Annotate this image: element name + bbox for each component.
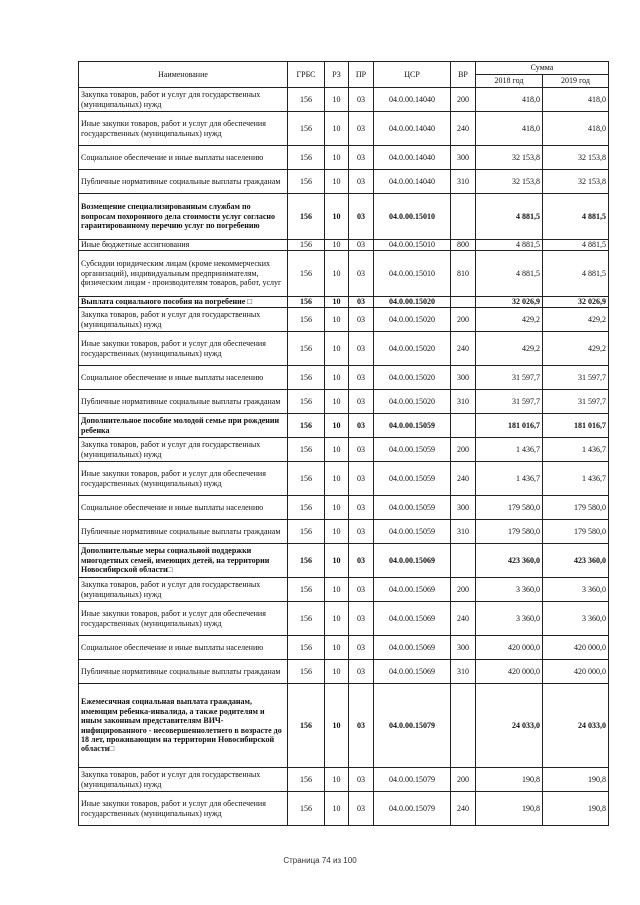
header-name: Наименование — [79, 62, 288, 88]
row-pr-cell: 03 — [349, 390, 374, 414]
row-csr-cell: 04.0.00.15010 — [374, 240, 451, 251]
row-csr-cell: 04.0.00.15069 — [374, 544, 451, 578]
table-row — [79, 194, 609, 240]
row-csr-cell: 04.0.00.14040 — [374, 170, 451, 194]
row-pr-cell: 03 — [349, 438, 374, 462]
row-sum-2019-cell: 418,0 — [543, 88, 609, 112]
row-sum-2018-cell: 179 580,0 — [476, 520, 543, 544]
table-row — [79, 112, 609, 146]
row-csr-cell: 04.0.00.15020 — [374, 332, 451, 366]
row-vr-cell — [451, 684, 476, 768]
row-pr-cell: 03 — [349, 112, 374, 146]
row-csr-cell: 04.0.00.15069 — [374, 578, 451, 602]
row-csr-cell: 04.0.00.15069 — [374, 602, 451, 636]
row-csr-cell: 04.0.00.15020 — [374, 297, 451, 308]
table-row — [79, 366, 609, 390]
header-year-2018: 2018 год — [476, 75, 543, 88]
row-sum-2019-cell: 420 000,0 — [543, 636, 609, 660]
row-pr-cell: 03 — [349, 170, 374, 194]
row-csr-cell: 04.0.00.15069 — [374, 660, 451, 684]
row-rz-cell: 10 — [325, 194, 349, 240]
row-pr-cell: 03 — [349, 792, 374, 826]
table-row — [79, 462, 609, 496]
row-sum-2019-cell: 31 597,7 — [543, 366, 609, 390]
row-pr-cell: 03 — [349, 660, 374, 684]
row-sum-2019-cell: 1 436,7 — [543, 438, 609, 462]
table-header — [79, 62, 609, 88]
row-csr-cell: 04.0.00.15010 — [374, 251, 451, 297]
table-row — [79, 438, 609, 462]
row-vr-cell: 310 — [451, 660, 476, 684]
row-sum-2018-cell: 4 881,5 — [476, 251, 543, 297]
table-row — [79, 496, 609, 520]
row-rz-cell: 10 — [325, 602, 349, 636]
row-grbs-cell: 156 — [288, 366, 325, 390]
row-sum-2019-cell: 32 153,8 — [543, 170, 609, 194]
table-row — [79, 520, 609, 544]
row-sum-2018-cell: 31 597,7 — [476, 366, 543, 390]
row-sum-2018-cell: 3 360,0 — [476, 602, 543, 636]
row-pr-cell: 03 — [349, 462, 374, 496]
row-name-cell: Ежемесячная социальная выплата гражданам, имеющим ребенка-инвалида, а также родителям и иным законным представителям ВИЧ-инфицированного - несовершеннолетнего в возрасте до 18 лет, проживающим на территории Новосибирской области□ — [79, 684, 288, 768]
row-name-cell: Иные закупки товаров, работ и услуг для обеспечения государственных (муниципальных) нужд — [79, 602, 288, 636]
row-csr-cell: 04.0.00.14040 — [374, 112, 451, 146]
row-grbs-cell: 156 — [288, 544, 325, 578]
row-sum-2019-cell: 3 360,0 — [543, 602, 609, 636]
row-rz-cell: 10 — [325, 251, 349, 297]
table-row — [79, 636, 609, 660]
row-csr-cell: 04.0.00.15059 — [374, 438, 451, 462]
row-vr-cell: 300 — [451, 636, 476, 660]
row-name-cell: Закупка товаров, работ и услуг для государственных (муниципальных) нужд — [79, 438, 288, 462]
row-csr-cell: 04.0.00.15059 — [374, 462, 451, 496]
row-rz-cell: 10 — [325, 240, 349, 251]
row-rz-cell: 10 — [325, 366, 349, 390]
table-row — [79, 684, 609, 768]
row-sum-2019-cell: 423 360,0 — [543, 544, 609, 578]
row-rz-cell: 10 — [325, 88, 349, 112]
row-pr-cell: 03 — [349, 602, 374, 636]
row-vr-cell: 800 — [451, 240, 476, 251]
row-pr-cell: 03 — [349, 240, 374, 251]
table-row — [79, 251, 609, 297]
row-name-cell: Возмещение специализированным службам по вопросам похоронного дела стоимости услуг согласно гарантированному перечню услуг по погребению — [79, 194, 288, 240]
row-pr-cell: 03 — [349, 332, 374, 366]
row-sum-2019-cell: 31 597,7 — [543, 390, 609, 414]
row-name-cell: Закупка товаров, работ и услуг для государственных (муниципальных) нужд — [79, 768, 288, 792]
row-grbs-cell: 156 — [288, 438, 325, 462]
row-grbs-cell: 156 — [288, 414, 325, 438]
row-rz-cell: 10 — [325, 146, 349, 170]
table-body — [79, 88, 609, 826]
table-row — [79, 768, 609, 792]
row-pr-cell: 03 — [349, 636, 374, 660]
row-name-cell: Публичные нормативные социальные выплаты гражданам — [79, 390, 288, 414]
row-rz-cell: 10 — [325, 170, 349, 194]
row-vr-cell: 310 — [451, 170, 476, 194]
row-rz-cell: 10 — [325, 496, 349, 520]
row-sum-2018-cell: 1 436,7 — [476, 438, 543, 462]
table-row — [79, 578, 609, 602]
table-row — [79, 170, 609, 194]
row-sum-2018-cell: 420 000,0 — [476, 636, 543, 660]
row-name-cell: Закупка товаров, работ и услуг для государственных (муниципальных) нужд — [79, 578, 288, 602]
row-sum-2019-cell: 190,8 — [543, 768, 609, 792]
page-number: Страница 74 из 100 — [283, 856, 357, 865]
row-rz-cell: 10 — [325, 462, 349, 496]
table-row — [79, 792, 609, 826]
budget-table — [78, 61, 609, 826]
row-name-cell: Публичные нормативные социальные выплаты гражданам — [79, 660, 288, 684]
row-sum-2018-cell: 429,2 — [476, 308, 543, 332]
header-csr: ЦСР — [374, 62, 451, 88]
row-vr-cell: 240 — [451, 792, 476, 826]
row-rz-cell: 10 — [325, 438, 349, 462]
row-rz-cell: 10 — [325, 684, 349, 768]
row-sum-2019-cell: 24 033,0 — [543, 684, 609, 768]
row-name-cell: Иные закупки товаров, работ и услуг для обеспечения государственных (муниципальных) нужд — [79, 462, 288, 496]
row-csr-cell: 04.0.00.15059 — [374, 520, 451, 544]
row-sum-2018-cell: 429,2 — [476, 332, 543, 366]
row-sum-2019-cell: 179 580,0 — [543, 496, 609, 520]
row-vr-cell: 310 — [451, 520, 476, 544]
row-grbs-cell: 156 — [288, 332, 325, 366]
row-name-cell: Иные закупки товаров, работ и услуг для обеспечения государственных (муниципальных) нужд — [79, 792, 288, 826]
row-grbs-cell: 156 — [288, 240, 325, 251]
row-rz-cell: 10 — [325, 636, 349, 660]
row-pr-cell: 03 — [349, 308, 374, 332]
row-pr-cell: 03 — [349, 146, 374, 170]
row-rz-cell: 10 — [325, 768, 349, 792]
row-sum-2019-cell: 429,2 — [543, 332, 609, 366]
header-sum: Сумма — [476, 62, 609, 75]
row-name-cell: Субсидии юридическим лицам (кроме некоммерческих организаций), индивидуальным предпринимателям, физическим лицам - производителям товаров, работ, услуг — [79, 251, 288, 297]
table-row — [79, 88, 609, 112]
row-vr-cell: 200 — [451, 578, 476, 602]
row-vr-cell — [451, 297, 476, 308]
row-vr-cell: 240 — [451, 462, 476, 496]
table-row — [79, 240, 609, 251]
row-vr-cell: 200 — [451, 88, 476, 112]
row-vr-cell: 240 — [451, 602, 476, 636]
row-sum-2019-cell: 1 436,7 — [543, 462, 609, 496]
row-rz-cell: 10 — [325, 414, 349, 438]
row-name-cell: Социальное обеспечение и иные выплаты населению — [79, 496, 288, 520]
row-grbs-cell: 156 — [288, 660, 325, 684]
table-row — [79, 332, 609, 366]
row-name-cell: Социальное обеспечение и иные выплаты населению — [79, 366, 288, 390]
row-grbs-cell: 156 — [288, 251, 325, 297]
row-sum-2018-cell: 4 881,5 — [476, 240, 543, 251]
row-grbs-cell: 156 — [288, 112, 325, 146]
row-grbs-cell: 156 — [288, 636, 325, 660]
row-sum-2019-cell: 418,0 — [543, 112, 609, 146]
row-csr-cell: 04.0.00.15020 — [374, 366, 451, 390]
row-vr-cell — [451, 194, 476, 240]
header-vr: ВР — [451, 62, 476, 88]
row-name-cell: Публичные нормативные социальные выплаты гражданам — [79, 520, 288, 544]
row-sum-2018-cell: 418,0 — [476, 88, 543, 112]
row-grbs-cell: 156 — [288, 390, 325, 414]
row-grbs-cell: 156 — [288, 578, 325, 602]
row-grbs-cell: 156 — [288, 194, 325, 240]
row-vr-cell: 810 — [451, 251, 476, 297]
row-rz-cell: 10 — [325, 112, 349, 146]
row-grbs-cell: 156 — [288, 462, 325, 496]
row-sum-2018-cell: 32 153,8 — [476, 170, 543, 194]
row-vr-cell — [451, 414, 476, 438]
row-name-cell: Социальное обеспечение и иные выплаты населению — [79, 146, 288, 170]
table-row — [79, 146, 609, 170]
row-pr-cell: 03 — [349, 194, 374, 240]
row-pr-cell: 03 — [349, 297, 374, 308]
row-rz-cell: 10 — [325, 520, 349, 544]
row-csr-cell: 04.0.00.15020 — [374, 308, 451, 332]
row-sum-2019-cell: 32 153,8 — [543, 146, 609, 170]
row-grbs-cell: 156 — [288, 88, 325, 112]
row-rz-cell: 10 — [325, 660, 349, 684]
table-row — [79, 297, 609, 308]
row-name-cell: Дополнительное пособие молодой семье при рождении ребенка — [79, 414, 288, 438]
row-vr-cell: 300 — [451, 496, 476, 520]
table-row — [79, 308, 609, 332]
row-csr-cell: 04.0.00.14040 — [374, 146, 451, 170]
row-csr-cell: 04.0.00.15079 — [374, 792, 451, 826]
table-row — [79, 602, 609, 636]
row-sum-2018-cell: 420 000,0 — [476, 660, 543, 684]
row-grbs-cell: 156 — [288, 602, 325, 636]
row-grbs-cell: 156 — [288, 684, 325, 768]
row-csr-cell: 04.0.00.15059 — [374, 414, 451, 438]
header-rz: РЗ — [325, 62, 349, 88]
row-sum-2019-cell: 190,8 — [543, 792, 609, 826]
row-pr-cell: 03 — [349, 768, 374, 792]
row-vr-cell: 310 — [451, 390, 476, 414]
row-pr-cell: 03 — [349, 496, 374, 520]
row-csr-cell: 04.0.00.15079 — [374, 768, 451, 792]
row-pr-cell: 03 — [349, 684, 374, 768]
header-year-2019: 2019 год — [543, 75, 609, 88]
row-sum-2019-cell: 420 000,0 — [543, 660, 609, 684]
header-grbs: ГРБС — [288, 62, 325, 88]
row-vr-cell: 200 — [451, 768, 476, 792]
table-row — [79, 660, 609, 684]
row-sum-2018-cell: 32 026,9 — [476, 297, 543, 308]
row-rz-cell: 10 — [325, 308, 349, 332]
row-pr-cell: 03 — [349, 544, 374, 578]
row-name-cell: Закупка товаров, работ и услуг для государственных (муниципальных) нужд — [79, 308, 288, 332]
row-sum-2019-cell: 4 881,5 — [543, 240, 609, 251]
row-grbs-cell: 156 — [288, 170, 325, 194]
row-rz-cell: 10 — [325, 297, 349, 308]
row-sum-2018-cell: 1 436,7 — [476, 462, 543, 496]
row-name-cell: Социальное обеспечение и иные выплаты населению — [79, 636, 288, 660]
row-grbs-cell: 156 — [288, 496, 325, 520]
row-name-cell: Выплата социального пособия на погребение □ — [79, 297, 288, 308]
table-row — [79, 544, 609, 578]
row-sum-2018-cell: 190,8 — [476, 792, 543, 826]
row-vr-cell — [451, 544, 476, 578]
row-name-cell: Иные закупки товаров, работ и услуг для обеспечения государственных (муниципальных) нужд — [79, 112, 288, 146]
row-csr-cell: 04.0.00.14040 — [374, 88, 451, 112]
row-sum-2019-cell: 32 026,9 — [543, 297, 609, 308]
row-sum-2019-cell: 429,2 — [543, 308, 609, 332]
row-grbs-cell: 156 — [288, 146, 325, 170]
row-sum-2018-cell: 418,0 — [476, 112, 543, 146]
row-pr-cell: 03 — [349, 251, 374, 297]
row-csr-cell: 04.0.00.15020 — [374, 390, 451, 414]
table-row — [79, 390, 609, 414]
row-rz-cell: 10 — [325, 792, 349, 826]
row-sum-2018-cell: 31 597,7 — [476, 390, 543, 414]
row-csr-cell: 04.0.00.15010 — [374, 194, 451, 240]
row-sum-2018-cell: 190,8 — [476, 768, 543, 792]
row-sum-2018-cell: 181 016,7 — [476, 414, 543, 438]
row-vr-cell: 200 — [451, 308, 476, 332]
row-sum-2018-cell: 24 033,0 — [476, 684, 543, 768]
row-grbs-cell: 156 — [288, 768, 325, 792]
row-csr-cell: 04.0.00.15079 — [374, 684, 451, 768]
row-name-cell: Дополнительные меры социальной поддержки многодетных семей, имеющих детей, на территории Новосибирской области□ — [79, 544, 288, 578]
row-vr-cell: 300 — [451, 366, 476, 390]
row-pr-cell: 03 — [349, 520, 374, 544]
row-csr-cell: 04.0.00.15069 — [374, 636, 451, 660]
row-grbs-cell: 156 — [288, 792, 325, 826]
row-pr-cell: 03 — [349, 88, 374, 112]
row-pr-cell: 03 — [349, 578, 374, 602]
row-sum-2019-cell: 4 881,5 — [543, 251, 609, 297]
row-rz-cell: 10 — [325, 332, 349, 366]
row-sum-2018-cell: 179 580,0 — [476, 496, 543, 520]
row-sum-2019-cell: 179 580,0 — [543, 520, 609, 544]
row-sum-2019-cell: 4 881,5 — [543, 194, 609, 240]
row-pr-cell: 03 — [349, 366, 374, 390]
header-pr: ПР — [349, 62, 374, 88]
row-csr-cell: 04.0.00.15059 — [374, 496, 451, 520]
row-grbs-cell: 156 — [288, 520, 325, 544]
row-grbs-cell: 156 — [288, 297, 325, 308]
row-name-cell: Закупка товаров, работ и услуг для государственных (муниципальных) нужд — [79, 88, 288, 112]
table-row — [79, 414, 609, 438]
row-sum-2019-cell: 3 360,0 — [543, 578, 609, 602]
row-rz-cell: 10 — [325, 544, 349, 578]
row-name-cell: Иные закупки товаров, работ и услуг для обеспечения государственных (муниципальных) нужд — [79, 332, 288, 366]
row-vr-cell: 200 — [451, 438, 476, 462]
row-sum-2018-cell: 4 881,5 — [476, 194, 543, 240]
row-name-cell: Публичные нормативные социальные выплаты гражданам — [79, 170, 288, 194]
row-sum-2018-cell: 423 360,0 — [476, 544, 543, 578]
row-grbs-cell: 156 — [288, 308, 325, 332]
row-vr-cell: 240 — [451, 112, 476, 146]
row-rz-cell: 10 — [325, 578, 349, 602]
row-sum-2018-cell: 32 153,8 — [476, 146, 543, 170]
row-sum-2019-cell: 181 016,7 — [543, 414, 609, 438]
row-pr-cell: 03 — [349, 414, 374, 438]
row-vr-cell: 240 — [451, 332, 476, 366]
row-sum-2018-cell: 3 360,0 — [476, 578, 543, 602]
row-vr-cell: 300 — [451, 146, 476, 170]
row-name-cell: Иные бюджетные ассигнования — [79, 240, 288, 251]
row-rz-cell: 10 — [325, 390, 349, 414]
